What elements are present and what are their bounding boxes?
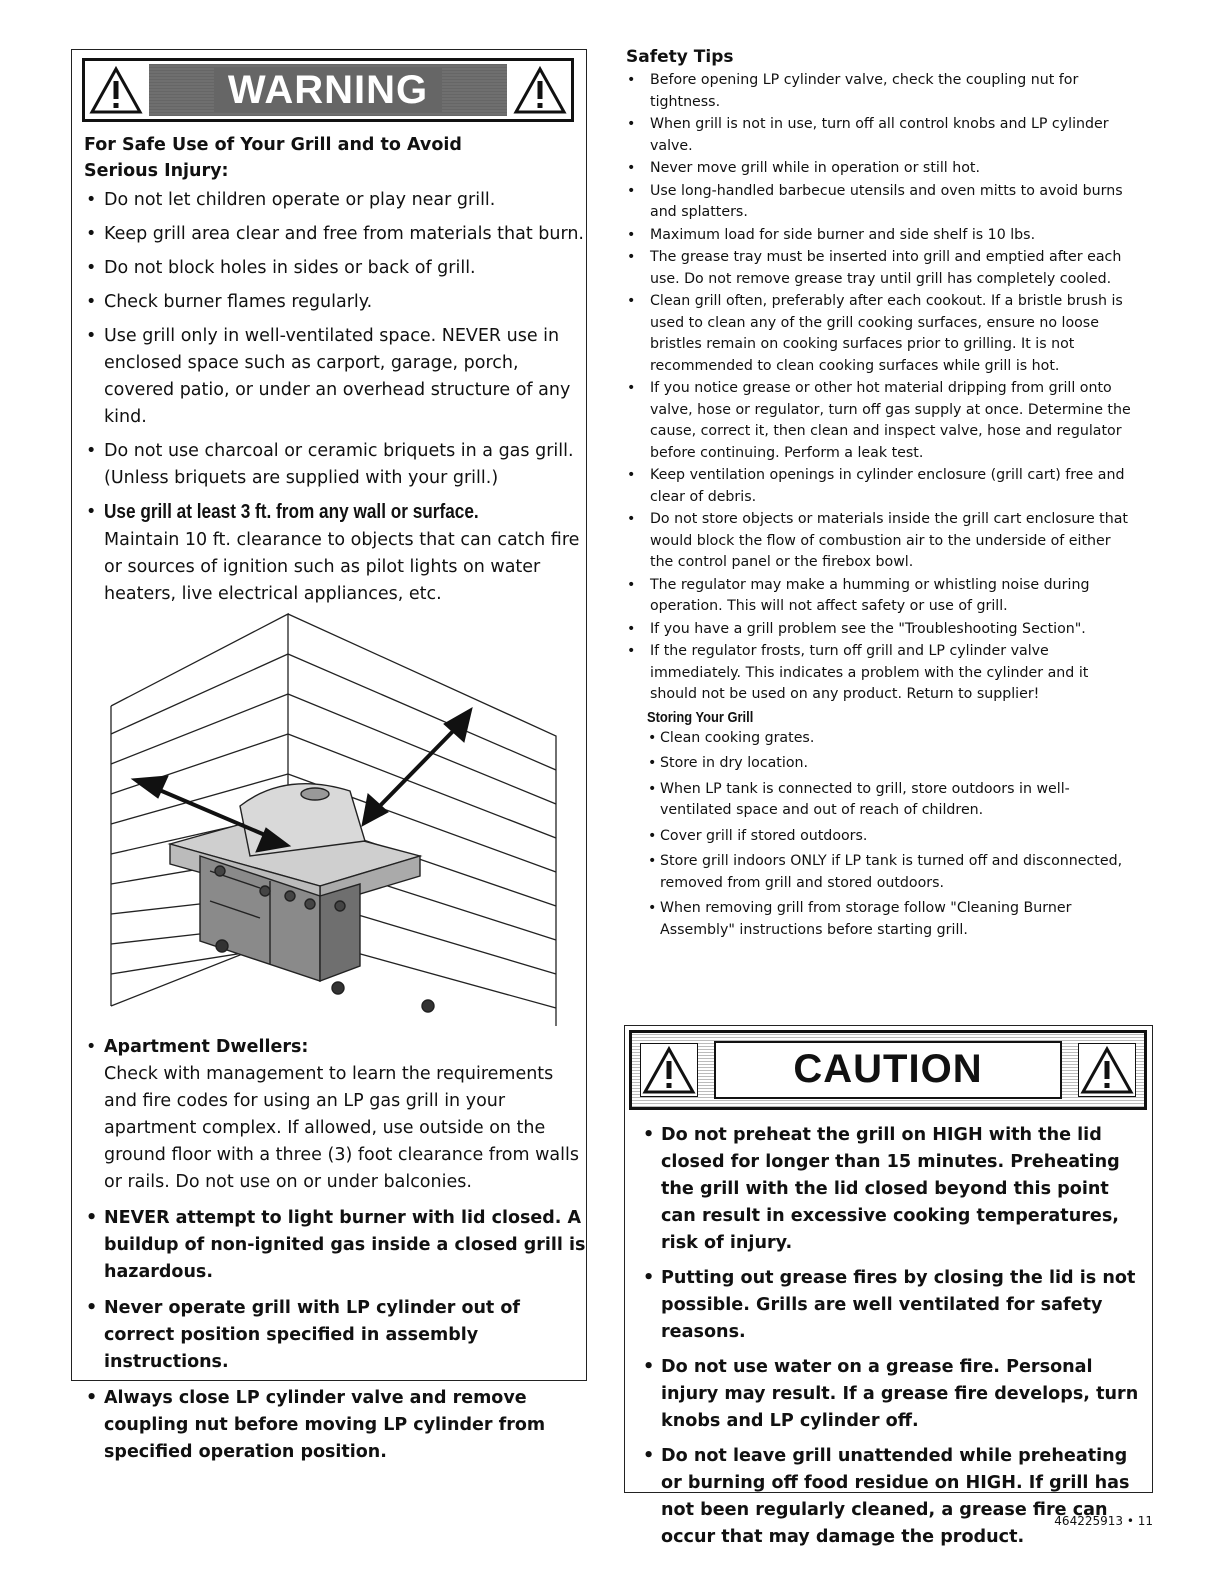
list-item: • Check burner flames regularly.: [84, 289, 588, 316]
safety-tips-section: [626, 44, 1138, 945]
list-item: • When removing grill from storage follow "Cleaning Burner Assembly" instructions before starting grill.: [648, 898, 1138, 941]
clearance-text: Maintain 10 ft. clearance to objects that can catch fire or sources of ignition such as pilot lights on water heaters, live electrical appliances, etc.: [104, 530, 580, 604]
list-item: [84, 1034, 588, 1196]
warning-title: WARNING: [214, 68, 442, 112]
list-item: • If the regulator frosts, turn off grill and LP cylinder valve immediately. This indicates a problem with the cylinder and it should not be used on any product. Return to supplier!: [626, 641, 1138, 706]
list-item: • Maximum load for side burner and side shelf is 10 lbs.: [626, 225, 1138, 247]
list-item: • Never move grill while in operation or still hot.: [626, 158, 1138, 180]
warning-banner: [82, 58, 574, 122]
list-item: • Do not block holes in sides or back of grill.: [84, 255, 588, 282]
list-item: • Do not leave grill unattended while preheating or burning off food residue on HIGH. If grill has not been regularly cleaned, a grease fire can occur that may damage the product.: [641, 1443, 1147, 1551]
list-item: • Do not let children operate or play near grill.: [84, 187, 588, 214]
list-item: • When grill is not in use, turn off all control knobs and LP cylinder valve.: [626, 114, 1138, 157]
list-item: • Keep grill area clear and free from materials that burn.: [84, 221, 588, 248]
safety-tips-list: [626, 70, 1138, 706]
list-item: • The grease tray must be inserted into grill and emptied after each use. Do not remove grease tray until grill has completely cooled.: [626, 247, 1138, 290]
clearance-heading: Use grill at least 3 ft. from any wall or surface.: [104, 501, 479, 523]
caution-title: CAUTION: [793, 1047, 983, 1091]
list-item: • Store in dry location.: [648, 753, 1138, 775]
grill-clearance-illustration: [110, 606, 596, 1026]
page-number: 464225913 • 11: [1054, 1514, 1153, 1528]
list-item: • Use long-handled barbecue utensils and oven mitts to avoid burns and splatters.: [626, 181, 1138, 224]
warning-box: [71, 49, 587, 1462]
list-item: • Cover grill if stored outdoors.: [648, 826, 1138, 848]
warning-list-bottom: [84, 1034, 588, 1475]
list-item: • Do not use water on a grease fire. Personal injury may result. If a grease fire develops, turn knobs and LP cylinder off.: [641, 1354, 1147, 1435]
caution-list: [641, 1122, 1147, 1559]
list-item: • When LP tank is connected to grill, store outdoors in well-ventilated space and out of reach of children.: [648, 779, 1138, 822]
list-item: • Do not use charcoal or ceramic briquets in a gas grill. (Unless briquets are supplied with your grill.): [84, 438, 588, 492]
list-item: • Keep ventilation openings in cylinder enclosure (grill cart) free and clear of debris.: [626, 465, 1138, 508]
list-item: • Store grill indoors ONLY if LP tank is turned off and disconnected, removed from grill and stored outdoors.: [648, 851, 1138, 894]
apartment-heading: Apartment Dwellers:: [104, 1037, 309, 1057]
list-item: • Do not preheat the grill on HIGH with the lid closed for longer than 15 minutes. Preheating the grill with the lid closed beyond this point can result in excessive cooking temperatures, risk of injury.: [641, 1122, 1147, 1257]
safety-tips-title: Safety Tips: [626, 47, 734, 67]
storing-title: Storing Your Grill: [647, 708, 754, 726]
list-item: • Before opening LP cylinder valve, check the coupling nut for tightness.: [626, 70, 1138, 113]
warning-heading: For Safe Use of Your Grill and to Avoid Serious Injury:: [84, 135, 462, 181]
list-item: [84, 499, 588, 608]
list-item: • If you have a grill problem see the "Troubleshooting Section".: [626, 619, 1138, 641]
list-item: • Clean cooking grates.: [648, 728, 1138, 750]
list-item: • Never operate grill with LP cylinder out of correct position specified in assembly instructions.: [84, 1295, 588, 1376]
warning-list: [84, 187, 588, 615]
caution-banner: [629, 1030, 1147, 1110]
apartment-text: Check with management to learn the requirements and fire codes for using an LP gas grill in your apartment complex. If allowed, use outside on the ground floor with a three (3) foot clearance from walls or rails. Do not use on or under balconies.: [104, 1064, 579, 1192]
list-item: • Putting out grease fires by closing the lid is not possible. Grills are well ventilated for safety reasons.: [641, 1265, 1147, 1346]
list-item: • NEVER attempt to light burner with lid closed. A buildup of non-ignited gas inside a closed grill is hazardous.: [84, 1205, 588, 1286]
list-item: • If you notice grease or other hot material dripping from grill onto valve, hose or regulator, turn off gas supply at once. Determine the cause, correct it, then clean and inspect valve, hose and regulator before continuing. Perform a leak test.: [626, 378, 1138, 464]
list-item: • Do not store objects or materials inside the grill cart enclosure that would block the flow of combustion air to the underside of either the control panel or the firebox bowl.: [626, 509, 1138, 574]
list-item: • Clean grill often, preferably after each cookout. If a bristle brush is used to clean any of the grill cooking surfaces, ensure no loose bristles remain on cooking surfaces prior to grilling. It is not recommended to clean cooking surfaces while grill is hot.: [626, 291, 1138, 377]
storing-list: [648, 728, 1138, 942]
list-item: • The regulator may make a humming or whistling noise during operation. This will not affect safety or use of grill.: [626, 575, 1138, 618]
list-item: • Use grill only in well-ventilated space. NEVER use in enclosed space such as carport, garage, porch, covered patio, or under an overhead structure of any kind.: [84, 323, 588, 431]
list-item: • Always close LP cylinder valve and remove coupling nut before moving LP cylinder from specified operation position.: [84, 1385, 588, 1466]
